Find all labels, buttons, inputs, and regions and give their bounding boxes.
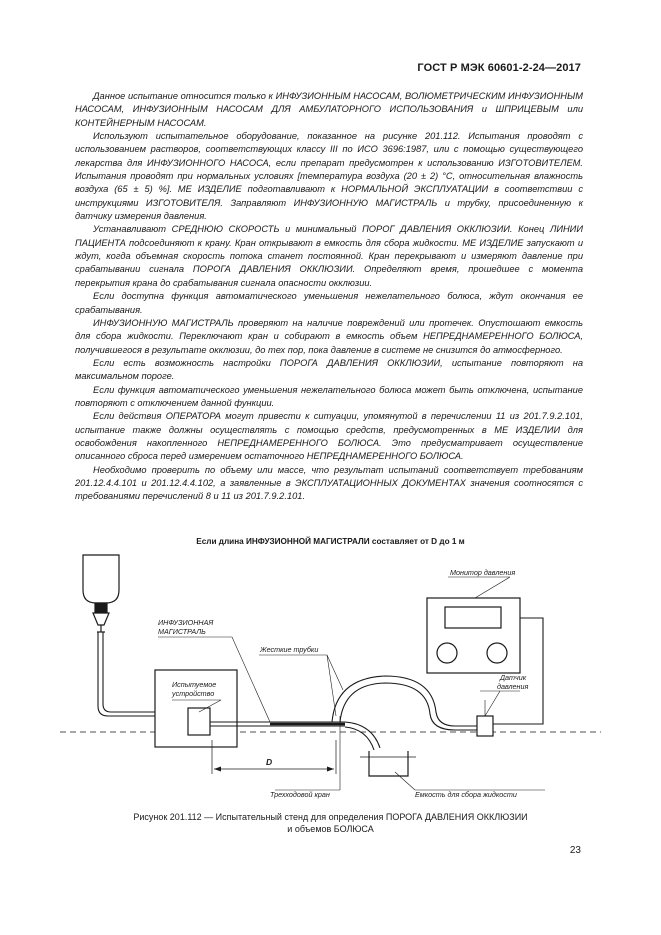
monitor-knob-left-icon [437, 643, 457, 663]
label-device-2: устройство [172, 689, 215, 698]
paragraph: Если функция автоматического уменьшения нежелательного болюса может быть отключена, испытание повторяют с отключением данной функции. [75, 384, 583, 408]
pressure-sensor [477, 716, 493, 736]
monitor-knob-right-icon [487, 643, 507, 663]
paragraph: Необходимо проверить по объему или массе, что результат испытаний соответствует требованиям 201.12.4.4.101 и 201.12.4.4.102, а заявленные в ЭКСПЛУАТАЦИОННЫХ ДОКУМЕНТАХ значения соотносятся с требованиями перечислений 8 и 11 из 201.7.9.2.101. [75, 464, 583, 502]
label-pressure-sensor-2: давления [497, 682, 529, 691]
label-infusion-line-2: МАГИСТРАЛЬ [158, 627, 206, 636]
paragraph: ИНФУЗИОННУЮ МАГИСТРАЛЬ проверяют на наличие повреждений или протечек. Опустошают емкость для сбора жидкости. Переключают кран и собирают в емкость объем НЕПРЕДНАМЕРЕННОГО БОЛЮСА, получившегося в результате окклюзии, до тех пор, пока давление в системе не снизится до атмосферного. [75, 317, 583, 355]
page-number: 23 [569, 845, 581, 856]
label-collection-vessel: Емкость для сбора жидкости [415, 790, 517, 799]
collection-vessel [369, 751, 408, 776]
paragraph: Если доступна функция автоматического уменьшения нежелательного болюса, ждут окончания ее срабатывания. [75, 291, 583, 315]
paragraph: Устанавливают СРЕДНЮЮ СКОРОСТЬ и минимальный ПОРОГ ДАВЛЕНИЯ ОККЛЮЗИИ. Конец ЛИНИИ ПАЦИЕНТА подсоединяют к крану. Кран открывают в емкость для сбора жидкости. МЕ ИЗДЕЛИЕ запускают и ждут, когда объемная скорость потока станет постоянной. Кран перекрывают и измеряют давление при срабатывании сигнала ПОРОГА ДАВЛЕНИЯ ОККЛЮЗИИ. Определяют время, прошедшее с момента перекрытия крана до срабатывания сигнала опасности окклюзии. [75, 224, 583, 288]
paragraph: Если есть возможность настройки ПОРОГА ДАВЛЕНИЯ ОККЛЮЗИИ, испытание повторяют на максимальном пороге. [75, 357, 583, 382]
label-infusion-line-1: ИНФУЗИОННАЯ [158, 618, 214, 627]
label-device-1: Испытуемое [172, 680, 217, 689]
label-rigid-tubes: Жесткие трубки [260, 645, 319, 654]
caption-line-1: Рисунок 201.112 — Испытательный стенд для определения ПОРОГА ДАВЛЕНИЯ ОККЛЮЗИИ [133, 812, 528, 822]
document-code: ГОСТ Р МЭК 60601-2-24—2017 [417, 62, 581, 74]
label-three-way-valve: Трехходовой кран [270, 790, 330, 799]
iv-bag-icon [83, 555, 119, 603]
caption-line-2: и объемов БОЛЮСА [287, 824, 374, 834]
paragraph: Если действия ОПЕРАТОРА могут привести к ситуации, упомянутой в перечислении 11 из 201.7.9.2.101, испытание также должны осуществлять с помощью средств, предусмотренных в МЕ ИЗДЕЛИИ для освобождения накопленного НЕПРЕДНАМЕРЕННОГО БОЛЮСА. Это предусматривает осуществление описанного сброса перед измерением остаточного НЕПРЕДНАМЕРЕННОГО БОЛЮСА. [75, 411, 583, 462]
spike-icon [93, 613, 109, 625]
paragraph: Используют испытательное оборудование, показанное на рисунке 201.112. Испытания проводят с использованием растворов, соответствующих классу III по ИСО 3696:1987, или с помощью существующего лекарства для ИНФУЗИОННОГО НАСОСА, если препарат предусмотрен к использованию ИЗГОТОВИТЕЛЕМ. Испытания проводят при нормальных условиях [температура воздуха (20 ± 2) °С, относительная влажность воздуха (65 ± 5) %]. МЕ ИЗДЕЛИЕ подготавливают к НОРМАЛЬНОЙ ЭКСПЛУАТАЦИИ в соответствии с инструкциями ИЗГОТОВИТЕЛЯ. Заправляют ИНФУЗИОННУЮ МАГИСТРАЛЬ и трубку, присоединенную к датчику измерения давления. [75, 131, 583, 222]
label-dimension-d: D [266, 757, 273, 767]
label-pressure-monitor: Монитор давления [450, 568, 516, 577]
label-pressure-sensor-1: Датчик [500, 673, 527, 682]
pump-mechanism [188, 708, 210, 735]
figure-heading: Если длина ИНФУЗИОННОЙ МАГИСТРАЛИ составляет от D до 1 м [196, 537, 465, 546]
drip-chamber-icon [95, 603, 107, 613]
rigid-tube [332, 676, 477, 726]
paragraph: Данное испытание относится только к ИНФУЗИОННЫМ НАСОСАМ, ВОЛЮМЕТРИЧЕСКИМ ИНФУЗИОННЫМ НАСОСАМ, ИНФУЗИОННЫМ НАСОСАМ ДЛЯ АМБУЛАТОРНОГО ИСПОЛЬЗОВАНИЯ и ШПРИЦЕВЫМ или КОНТЕЙНЕРНЫМ НАСОСАМ. [75, 91, 583, 128]
figure-caption [60, 811, 601, 835]
monitor-display [445, 607, 501, 628]
